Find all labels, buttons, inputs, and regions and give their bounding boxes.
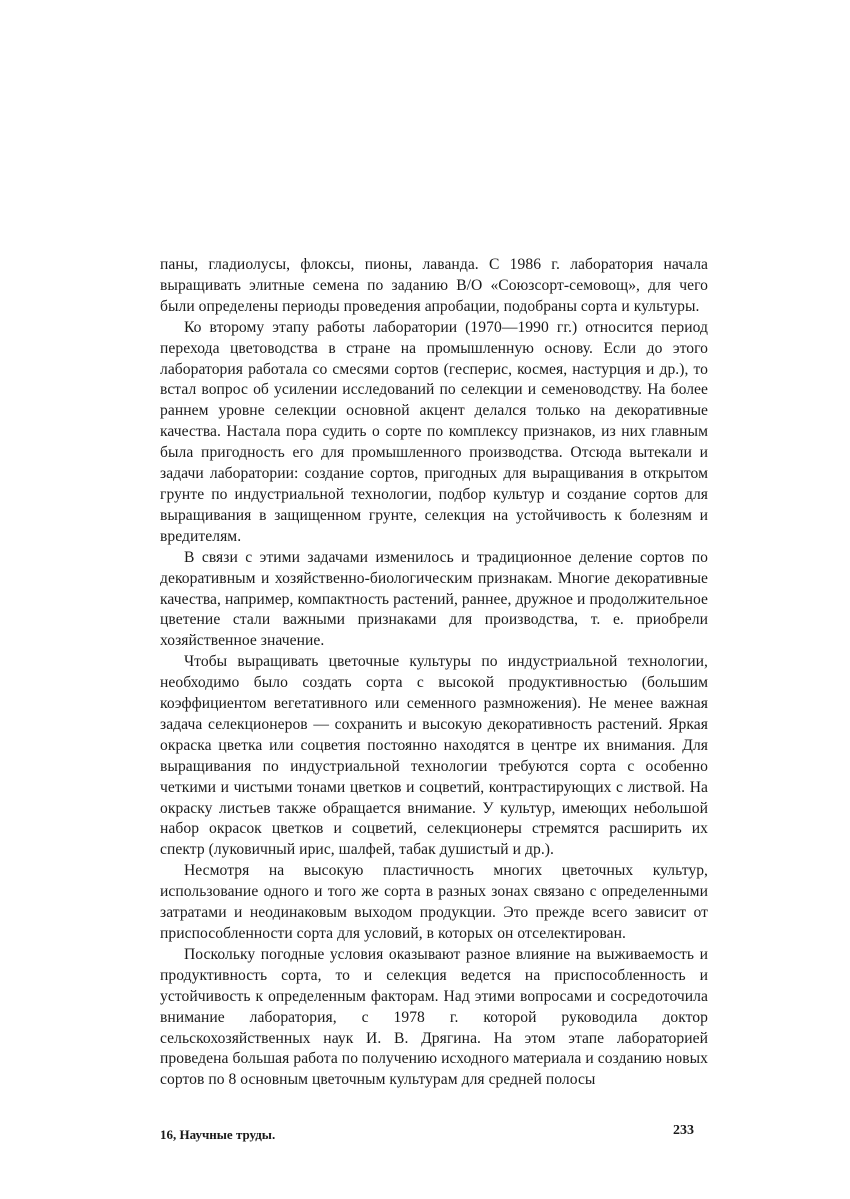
paragraph: Поскольку погодные условия оказывают разное влияние на выживаемость и продуктивность сорта, то и селекция ведется на приспособленность и устойчивость к определенным факторам. Над этими вопросами и сосредоточила внимание лаборатория, с 1978 г. которой руководила доктор сельскохозяйственных наук И. В. Дрягина. На этом этапе лабораторией проведена большая работа по получению исходного материала и созданию новых сортов по 8 основным цветочным культурам для средней полосы xyxy=(160,945,708,1089)
paragraph: Несмотря на высокую пластичность многих цветочных культур, использование одного и того же сорта в разных зонах связано с определенными затратами и неодинаковым выходом продукции. Это прежде всего зависит от приспособленности сорта для условий, в которых он отселектирован. xyxy=(160,862,708,942)
page-footer xyxy=(160,1123,708,1145)
paragraph-continuation: паны, гладиолусы, флоксы, пионы, лаванда. С 1986 г. лаборатория начала выращивать элитные семена по заданию В/О «Союзсорт-семовощ», для чего были определены периоды проведения апробации, подобраны сорта и культуры. xyxy=(160,256,708,315)
body-text xyxy=(160,255,708,1091)
paragraph: Чтобы выращивать цветочные культуры по индустриальной технологии, необходимо было создать сорта с высокой продуктивностью (большим коэффициентом вегетативного или семенного размножения). Не менее важная задача селекционеров — сохранить и высокую декоративность растений. Яркая окраска цветка или соцветия постоянно находятся в центре их внимания. Для выращивания по индустриальной технологии требуются сорта с особенно четкими и чистыми тонами цветков и соцветий, контрастирующих с листвой. На окраску листьев также обращается внимание. У культур, имеющих небольшой набор окрасок цветков и соцветий, селекционеры стремятся расширить их спектр (луковичный ирис, шалфей, табак душистый и др.). xyxy=(160,653,708,859)
paragraph: В связи с этими задачами изменилось и традиционное деление сортов по декоративным и хозяйственно-биологическим признакам. Многие декоративные качества, например, компактность растений, раннее, дружное и продолжительное цветение стали важными признаками для производства, т. е. приобрели хозяйственное значение. xyxy=(160,548,708,650)
page-number: 233 xyxy=(673,1123,694,1138)
paragraph: Ко второму этапу работы лаборатории (1970—1990 гг.) относится период перехода цветоводства в стране на промышленную основу. Если до этого лаборатория работала со смесями сортов (гесперис, космея, настурция и др.), то встал вопрос об усилении исследований по селекции и семеноводству. На более раннем уровне селекции основной акцент делался только на декоративные качества. Настала пора судить о сорте по комплексу признаков, из них главным была пригодность его для промышленного производства. Отсюда вытекали и задачи лаборатории: создание сортов, пригодных для выращивания в открытом грунте по индустриальной технологии, подбор культур и создание сортов для выращивания в защищенном грунте, селекция на устойчивость к болезням и вредителям. xyxy=(160,318,708,545)
printer-signature: 16, Научные труды. xyxy=(160,1127,276,1142)
